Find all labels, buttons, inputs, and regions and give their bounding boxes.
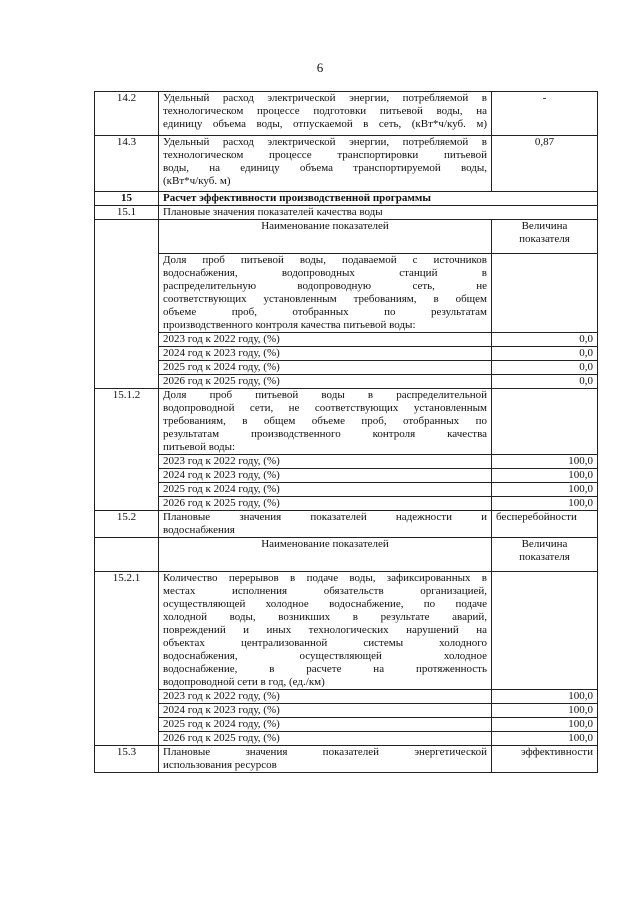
year-label: 2023 год к 2022 году, (%) [159, 455, 492, 469]
row-number: 15.2.1 [95, 572, 159, 746]
table-header-row [95, 220, 598, 254]
empty-cell [492, 254, 598, 333]
year-label: 2025 год к 2024 году, (%) [159, 483, 492, 497]
table-row [95, 572, 598, 690]
header-name: Наименование показателей [159, 220, 492, 254]
year-value: 0,0 [492, 347, 598, 361]
row-description: Удельный расход электрической энергии, потребляемой в технологическом процессе подготовки питьевой воды, на единицу объема воды, отпускаемой в сеть, (кВт*ч/куб. м) [159, 92, 492, 136]
year-row [95, 469, 598, 483]
year-label: 2023 год к 2022 году, (%) [159, 333, 492, 347]
year-row [95, 375, 598, 389]
year-value: 100,0 [492, 704, 598, 718]
year-label: 2023 год к 2022 году, (%) [159, 690, 492, 704]
row-number: 14.2 [95, 92, 159, 136]
section-number: 15 [95, 192, 159, 206]
empty-cell [95, 220, 159, 389]
subsection-number: 15.3 [95, 746, 159, 773]
year-label: 2024 год к 2023 году, (%) [159, 347, 492, 361]
year-label: 2026 год к 2025 году, (%) [159, 497, 492, 511]
subsection-title: Плановые значения показателей качества воды [159, 206, 598, 220]
row-number: 15.1.2 [95, 389, 159, 511]
year-row [95, 483, 598, 497]
year-row [95, 497, 598, 511]
empty-cell [492, 389, 598, 455]
row-value: - [492, 92, 598, 136]
year-row [95, 704, 598, 718]
section-row [95, 192, 598, 206]
year-row [95, 333, 598, 347]
year-value: 100,0 [492, 497, 598, 511]
subsection-row [95, 206, 598, 220]
year-value: 0,0 [492, 375, 598, 389]
year-row [95, 732, 598, 746]
subsection-title: Плановые значения показателей энергетической использования ресурсов [159, 746, 492, 773]
year-row [95, 455, 598, 469]
row-description: Доля проб питьевой воды, подаваемой с источников водоснабжения, водопроводных станций в распределительную водопроводную сеть, не соответствующих установленным требованиям, в общем объеме проб, отобранных по результатам производственного контроля качества питьевой воды: [159, 254, 492, 333]
subsection-number: 15.2 [95, 511, 159, 538]
subsection-row [95, 746, 598, 773]
year-value: 100,0 [492, 690, 598, 704]
row-number: 14.3 [95, 136, 159, 192]
subsection-row [95, 511, 598, 538]
year-value: 100,0 [492, 483, 598, 497]
row-description: Количество перерывов в подаче воды, зафиксированных в местах исполнения обязательств организацией, осуществляющей холодное водоснабжение, по подаче холодной воды, возникших в результате аварий, повреждений и иных технологических нарушений на объектах централизованной системы холодного водоснабжения, осуществляющей холодное водоснабжение, в расчете на протяженность водопроводной сети в год, (ед./км) [159, 572, 492, 690]
header-value: Величина показателя [492, 538, 598, 572]
row-description: Доля проб питьевой воды в распределительной водопроводной сети, не соответствующих установленным требованиям, в общем объеме проб, отобранных по результатам производственного контроля качества питьевой воды: [159, 389, 492, 455]
empty-cell [492, 572, 598, 690]
year-label: 2025 год к 2024 году, (%) [159, 361, 492, 375]
row-description: Удельный расход электрической энергии, потребляемой в технологическом процессе транспортировки питьевой воды, на единицу объема транспортируемой воды, (кВт*ч/куб. м) [159, 136, 492, 192]
year-label: 2024 год к 2023 году, (%) [159, 469, 492, 483]
subsection-title-tail: бесперебойности [492, 511, 598, 538]
year-value: 0,0 [492, 361, 598, 375]
page-number: 6 [316, 60, 324, 75]
year-value: 100,0 [492, 718, 598, 732]
table-row [95, 136, 598, 192]
year-label: 2025 год к 2024 году, (%) [159, 718, 492, 732]
year-value: 100,0 [492, 469, 598, 483]
year-value: 100,0 [492, 732, 598, 746]
table-row [95, 389, 598, 455]
year-row [95, 347, 598, 361]
header-name: Наименование показателей [159, 538, 492, 572]
program-table [94, 91, 598, 773]
year-label: 2026 год к 2025 году, (%) [159, 732, 492, 746]
year-label: 2024 год к 2023 году, (%) [159, 704, 492, 718]
table-header-row [95, 538, 598, 572]
subsection-title: Плановые значения показателей надежности и водоснабжения [159, 511, 492, 538]
year-value: 100,0 [492, 455, 598, 469]
empty-cell [95, 538, 159, 572]
year-label: 2026 год к 2025 году, (%) [159, 375, 492, 389]
year-row [95, 690, 598, 704]
row-value: 0,87 [492, 136, 598, 192]
year-value: 0,0 [492, 333, 598, 347]
header-value: Величина показателя [492, 220, 598, 254]
year-row [95, 718, 598, 732]
section-title: Расчет эффективности производственной программы [159, 192, 598, 206]
year-row [95, 361, 598, 375]
table-row [95, 254, 598, 333]
subsection-title-tail: эффективности [492, 746, 598, 773]
table-row [95, 92, 598, 136]
subsection-number: 15.1 [95, 206, 159, 220]
